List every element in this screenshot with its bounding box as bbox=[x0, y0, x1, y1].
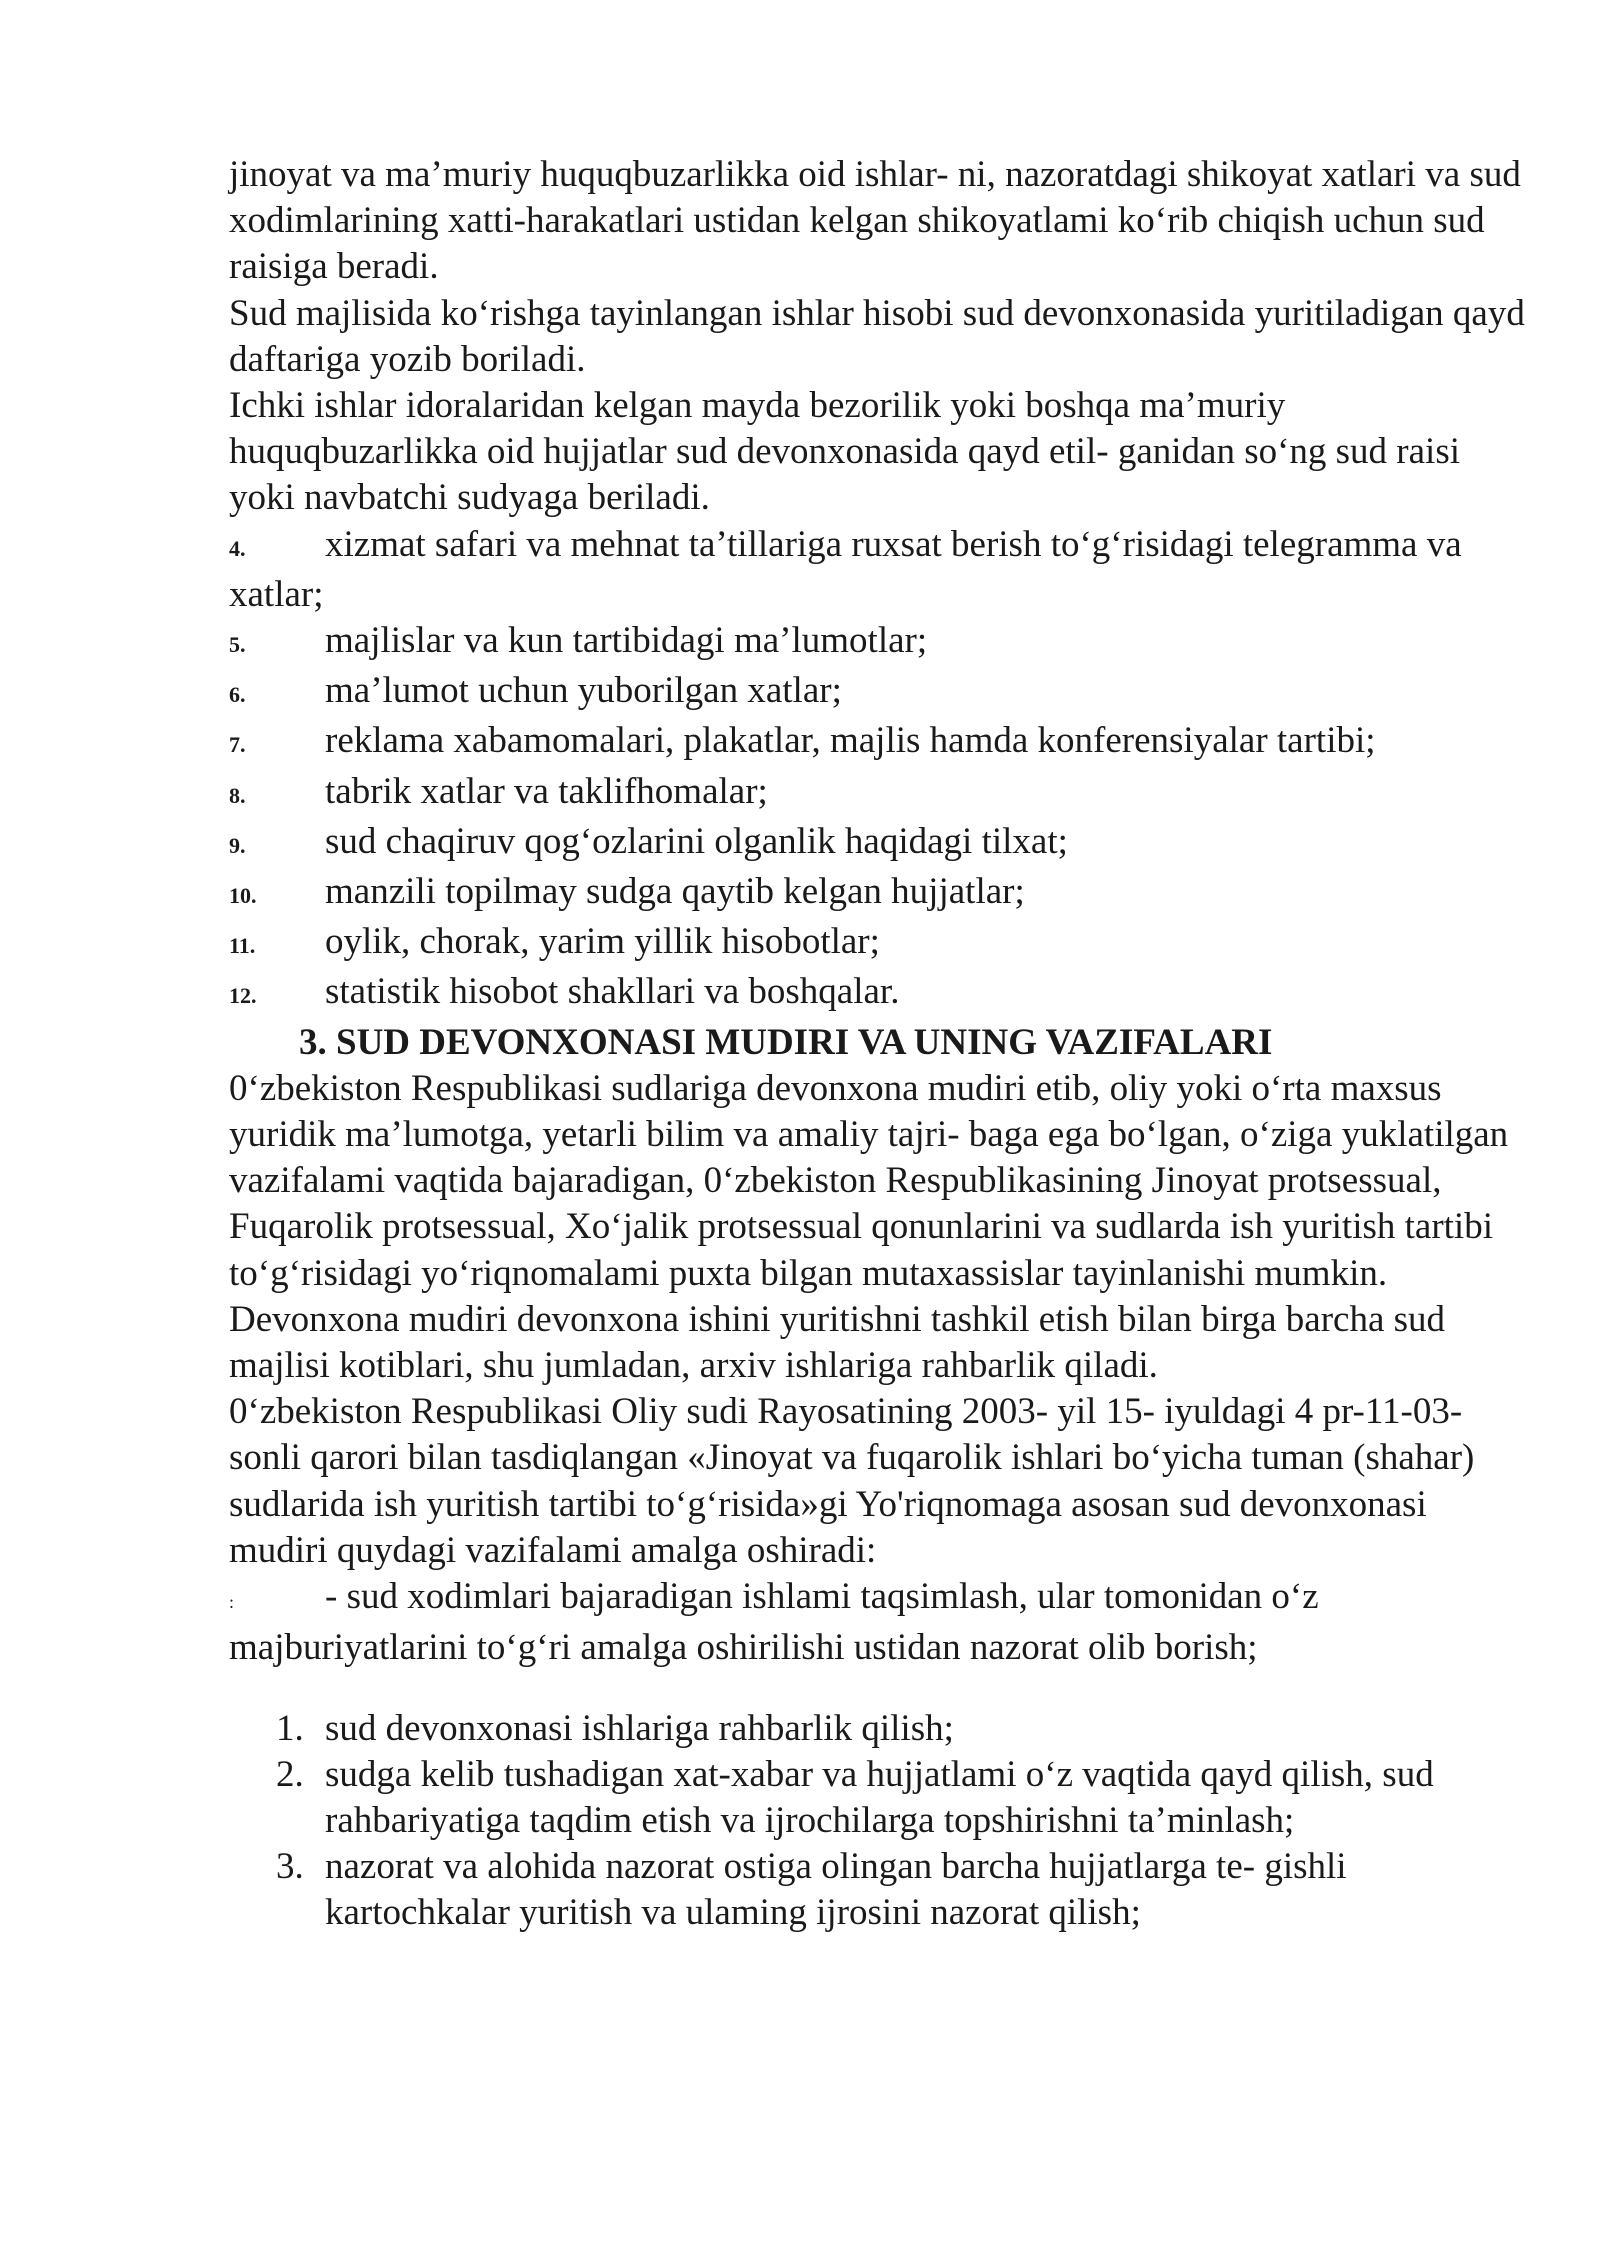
list-item-number: 10. bbox=[229, 883, 257, 909]
ordered-list-item bbox=[229, 1844, 1529, 1936]
ordered-list-number: 3. bbox=[276, 1846, 304, 1888]
section-heading: 3. SUD DEVONXONASI MUDIRI VA UNING VAZIFALARI bbox=[299, 1021, 1273, 1063]
list-item bbox=[229, 919, 1529, 969]
list-item-text: reklama xabamomalari, plakatlar, majlis hamda konferensiyalar tartibi; bbox=[325, 720, 1376, 762]
ordered-list-item bbox=[229, 1706, 1529, 1752]
list-item-number: 4. bbox=[229, 535, 246, 561]
list-item-number: 7. bbox=[229, 732, 246, 758]
dash-item-text: - sud xodimlari bajaradigan ishlami taqsimlash, ular tomonidan o‘z majburiyatlarini to‘g‘ri amalga oshirilishi ustidan nazorat olib borish; bbox=[229, 1576, 1319, 1669]
list-item-number: 12. bbox=[229, 983, 257, 1009]
list-item bbox=[229, 869, 1529, 919]
ordered-list-item bbox=[229, 1752, 1529, 1844]
list-item-text: manzili topilmay sudga qaytib kelgan hujjatlar; bbox=[325, 871, 1025, 913]
numbered-list bbox=[229, 522, 1529, 1020]
list-item bbox=[229, 969, 1529, 1019]
list-item-text: xizmat safari va mehnat ta’tillariga ruxsat berish to‘g‘risidagi telegramma va xatlar; bbox=[229, 523, 1462, 615]
list-item bbox=[229, 718, 1529, 768]
list-item-text: ma’lumot uchun yuborilgan xatlar; bbox=[325, 670, 842, 712]
paragraph: 0‘zbekiston Respublikasi sudlariga devonxona mudiri etib, oliy yoki o‘rta maxsus yuridik ma’lumotga, yetarli bilim va amaliy tajri- baga ega bo‘lgan, o‘ziga yuklatilgan vazifalami vaqtida bajaradigan, 0‘zbekiston Respublikasining Jinoyat protsessual, Fuqarolik protsessual, Xo‘jalik protsessual qonunlarini va sudlarda ish yuritish tartibi to‘g‘risidagi yo‘riqnomalami puxta bilgan mutaxassislar tayinlanishi mumkin. bbox=[229, 1067, 1509, 1294]
list-item-text: sud chaqiruv qog‘ozlarini olganlik haqidagi tilxat; bbox=[325, 820, 1068, 862]
list-item-number: 8. bbox=[229, 782, 246, 808]
paragraph: Devonxona mudiri devonxona ishini yuritishni tashkil etish bilan birga barcha sud majlisi kotiblari, shu jumladan, arxiv ishlariga rahbarlik qiladi. bbox=[229, 1298, 1446, 1387]
list-item bbox=[229, 522, 1529, 618]
list-item-number: 9. bbox=[229, 832, 246, 858]
ordered-list bbox=[229, 1706, 1529, 1937]
list-item bbox=[229, 819, 1529, 869]
ordered-list-text: sudga kelib tushadigan xat-xabar va hujjatlami o‘z vaqtida qayd qilish, sud rahbariyatiga taqdim etish va ijrochilarga topshirishni ta’minlash; bbox=[325, 1753, 1434, 1841]
list-item-text: majlislar va kun tartibidagi ma’lumotlar; bbox=[325, 620, 928, 662]
list-item-text: statistik hisobot shakllari va boshqalar. bbox=[325, 971, 900, 1013]
ordered-list-text: nazorat va alohida nazorat ostiga olingan barcha hujjatlarga te- gishli kartochkalar yuritish va ulaming ijrosini nazorat qilish; bbox=[325, 1846, 1347, 1934]
document-page bbox=[229, 152, 1529, 1937]
ordered-list-text: sud devonxonasi ishlariga rahbarlik qilish; bbox=[325, 1707, 954, 1749]
ordered-list-number: 1. bbox=[276, 1707, 304, 1749]
dash-item bbox=[229, 1574, 1529, 1671]
paragraph: 0‘zbekiston Respublikasi Oliy sudi Rayosatining 2003- yil 15- iyuldagi 4 pr-11-03- sonli qarori bilan tasdiqlangan «Jinoyat va fuqarolik ishlari bo‘yicha tuman (shahar) sudlarida ish yuritish tartibi to‘g‘risida»gi Yo'riqnomaga asosan sud devonxonasi mudiri quydagi vazifalami amalga oshiradi: bbox=[229, 1391, 1475, 1571]
list-item-number: 6. bbox=[229, 682, 246, 708]
list-item bbox=[229, 769, 1529, 819]
paragraph: Sud majlisida ko‘rishga tayinlangan ishlar hisobi sud devonxonasida yuritiladigan qayd daftariga yozib boriladi. bbox=[229, 292, 1525, 380]
list-item bbox=[229, 618, 1529, 668]
dash-item-mark: : bbox=[229, 1592, 235, 1613]
list-item-number: 5. bbox=[229, 632, 246, 658]
paragraph: Ichki ishlar idoralaridan kelgan mayda bezorilik yoki boshqa ma’muriy huquqbuzarlikka oid hujjatlar sud devonxonasida qayd etil- ganidan so‘ng sud raisi yoki navbatchi sudyaga beriladi. bbox=[229, 385, 1461, 519]
list-item bbox=[229, 668, 1529, 718]
ordered-list-number: 2. bbox=[276, 1753, 304, 1795]
list-item-text: oylik, chorak, yarim yillik hisobotlar; bbox=[325, 921, 880, 963]
paragraph: jinoyat va ma’muriy huquqbuzarlikka oid ishlar- ni, nazoratdagi shikoyat xatlari va sud xodimlarining xatti-harakatlari ustidan kelgan shikoyatlami ko‘rib chiqish uchun sud raisiga beradi. bbox=[229, 154, 1521, 288]
list-item-number: 11. bbox=[229, 933, 256, 959]
list-item-text: tabrik xatlar va taklifhomalar; bbox=[325, 770, 768, 812]
